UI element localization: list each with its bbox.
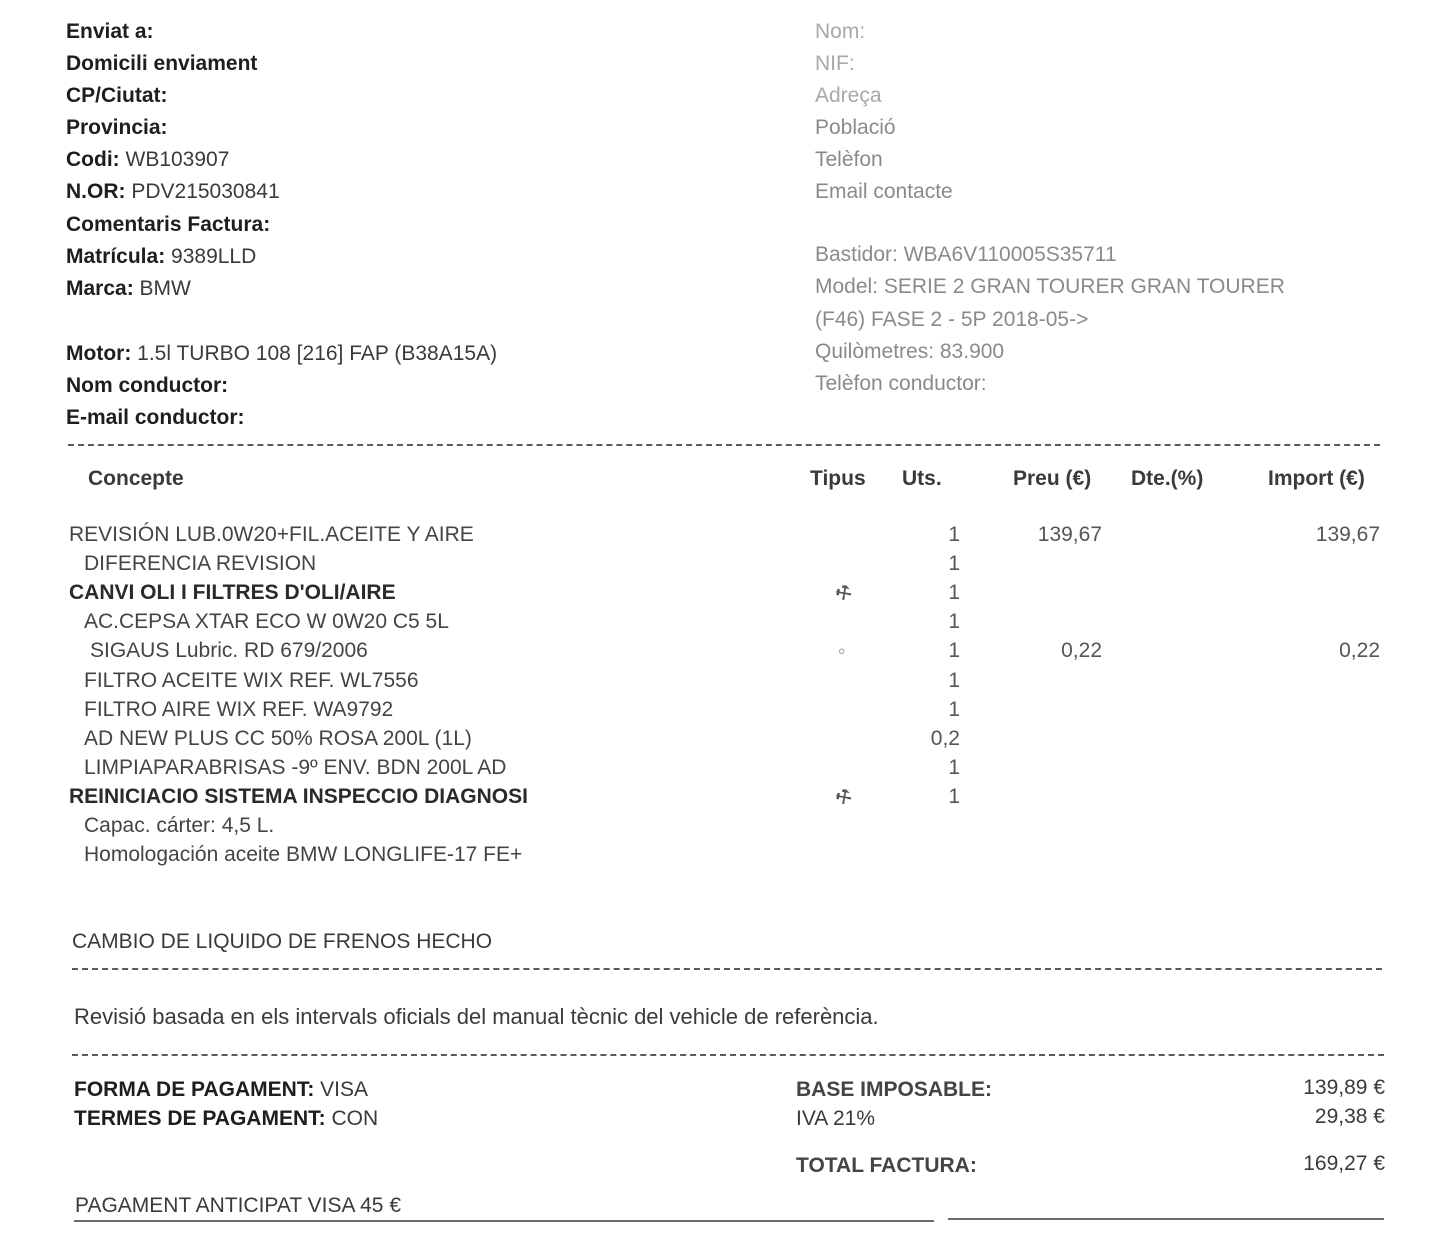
bastidor: Bastidor: WBA6V110005S35711 xyxy=(815,243,1117,266)
row-preu: 139,67 xyxy=(1037,523,1102,546)
enviat-label: Enviat a: xyxy=(66,20,154,43)
nom-label: Nom: xyxy=(815,20,866,43)
forma-pagament-value: VISA xyxy=(320,1078,369,1101)
telefon-label: Telèfon xyxy=(815,148,883,171)
row-uts: 1 xyxy=(948,669,960,692)
total-factura-label: TOTAL FACTURA: xyxy=(796,1154,977,1177)
base-imposable-value: 139,89 € xyxy=(1303,1076,1385,1099)
row-concepte: REVISIÓN LUB.0W20+FIL.ACEITE Y AIRE xyxy=(69,523,474,546)
comentaris-label: Comentaris Factura: xyxy=(66,213,271,236)
row-concepte: FILTRO AIRE WIX REF. WA9792 xyxy=(84,698,394,721)
divider-middle xyxy=(72,968,1382,970)
row-uts: 1 xyxy=(948,523,960,546)
divider-top xyxy=(68,444,1380,446)
row-concepte: AD NEW PLUS CC 50% ROSA 200L (1L) xyxy=(84,727,472,750)
adreca-label: Adreça xyxy=(815,84,882,107)
revisio-text: Revisió basada en els intervals oficials del manual tècnic del vehicle de referència. xyxy=(74,1004,879,1029)
cp-label: CP/Ciutat: xyxy=(66,84,168,107)
codi-row xyxy=(66,148,229,172)
motor-value: 1.5l TURBO 108 [216] FAP (B38A15A) xyxy=(137,342,498,365)
termes-pagament-label: TERMES DE PAGAMENT: xyxy=(74,1107,326,1130)
marca-value: BMW xyxy=(139,277,191,300)
nor-label: N.OR: xyxy=(66,180,126,203)
motor-label: Motor: xyxy=(66,342,132,365)
row-concepte: FILTRO ACEITE WIX REF. WL7556 xyxy=(84,669,419,692)
iva-label: IVA 21% xyxy=(796,1107,875,1130)
row-import: 139,67 xyxy=(1315,523,1380,546)
header-uts: Uts. xyxy=(902,467,942,490)
nor-row xyxy=(66,180,280,204)
row-concepte: AC.CEPSA XTAR ECO W 0W20 C5 5L xyxy=(84,610,449,633)
matricula-value: 9389LLD xyxy=(171,245,257,268)
row-uts: 1 xyxy=(948,785,960,808)
provincia-label: Provincia: xyxy=(66,116,168,139)
row-uts: 1 xyxy=(948,698,960,721)
divider-footer-right xyxy=(948,1218,1384,1220)
divider-footer-left xyxy=(74,1220,934,1222)
divider-bottom xyxy=(72,1054,1384,1056)
row-concepte: LIMPIAPARABRISAS -9º ENV. BDN 200L AD xyxy=(84,756,507,779)
domicili-label: Domicili enviament xyxy=(66,52,258,75)
row-preu: 0,22 xyxy=(1061,639,1102,662)
pagament-anticipat: PAGAMENT ANTICIPAT VISA 45 € xyxy=(75,1194,402,1217)
header-dte: Dte.(%) xyxy=(1131,467,1204,490)
total-factura-value: 169,27 € xyxy=(1303,1152,1385,1175)
header-tipus: Tipus xyxy=(810,467,866,490)
row-concepte: REINICIACIO SISTEMA INSPECCIO DIAGNOSI xyxy=(69,785,528,808)
codi-label: Codi: xyxy=(66,148,120,171)
marca-row xyxy=(66,277,191,301)
base-imposable-label: BASE IMPOSABLE: xyxy=(796,1078,993,1101)
drop-icon: ∘ xyxy=(836,641,848,661)
header-concepte: Concepte xyxy=(88,467,184,490)
header-import: Import (€) xyxy=(1268,467,1365,490)
termes-pagament-row xyxy=(74,1107,378,1131)
telefon-conductor-label: Telèfon conductor: xyxy=(815,372,987,395)
email-conductor-label: E-mail conductor: xyxy=(66,406,245,429)
motor-row xyxy=(66,342,497,366)
model-line1: Model: SERIE 2 GRAN TOURER GRAN TOURER xyxy=(815,275,1285,298)
row-concepte: Capac. cárter: 4,5 L. xyxy=(84,814,275,837)
row-uts: 0,2 xyxy=(930,727,960,750)
quilometres: Quilòmetres: 83.900 xyxy=(815,340,1005,363)
matricula-row xyxy=(66,245,256,269)
model-line2: (F46) FASE 2 - 5P 2018-05-> xyxy=(815,308,1089,331)
forma-pagament-label: FORMA DE PAGAMENT: xyxy=(74,1078,315,1101)
header-preu: Preu (€) xyxy=(1013,467,1092,490)
frenos-note: CAMBIO DE LIQUIDO DE FRENOS HECHO xyxy=(72,930,493,953)
row-uts: 1 xyxy=(948,639,960,662)
row-concepte: CANVI OLI I FILTRES D'OLI/AIRE xyxy=(69,581,396,604)
poblacio-label: Població xyxy=(815,116,896,139)
row-concepte: SIGAUS Lubric. RD 679/2006 xyxy=(90,639,368,662)
email-contacte-label: Email contacte xyxy=(815,180,953,203)
row-uts: 1 xyxy=(948,756,960,779)
row-uts: 1 xyxy=(948,610,960,633)
row-concepte: DIFERENCIA REVISION xyxy=(84,552,317,575)
row-uts: 1 xyxy=(948,581,960,604)
row-uts: 1 xyxy=(948,552,960,575)
row-concepte: Homologación aceite BMW LONGLIFE-17 FE+ xyxy=(84,843,523,866)
wrench-icon: ⚒ xyxy=(831,784,857,810)
wrench-icon: ⚒ xyxy=(831,580,857,606)
nor-value: PDV215030841 xyxy=(131,180,280,203)
forma-pagament-row xyxy=(74,1078,368,1102)
nif-label: NIF: xyxy=(815,52,855,75)
marca-label: Marca: xyxy=(66,277,134,300)
iva-value: 29,38 € xyxy=(1314,1105,1385,1128)
nom-conductor-label: Nom conductor: xyxy=(66,374,229,397)
codi-value: WB103907 xyxy=(125,148,230,171)
matricula-label: Matrícula: xyxy=(66,245,166,268)
termes-pagament-value: CON xyxy=(331,1107,379,1130)
row-import: 0,22 xyxy=(1339,639,1380,662)
